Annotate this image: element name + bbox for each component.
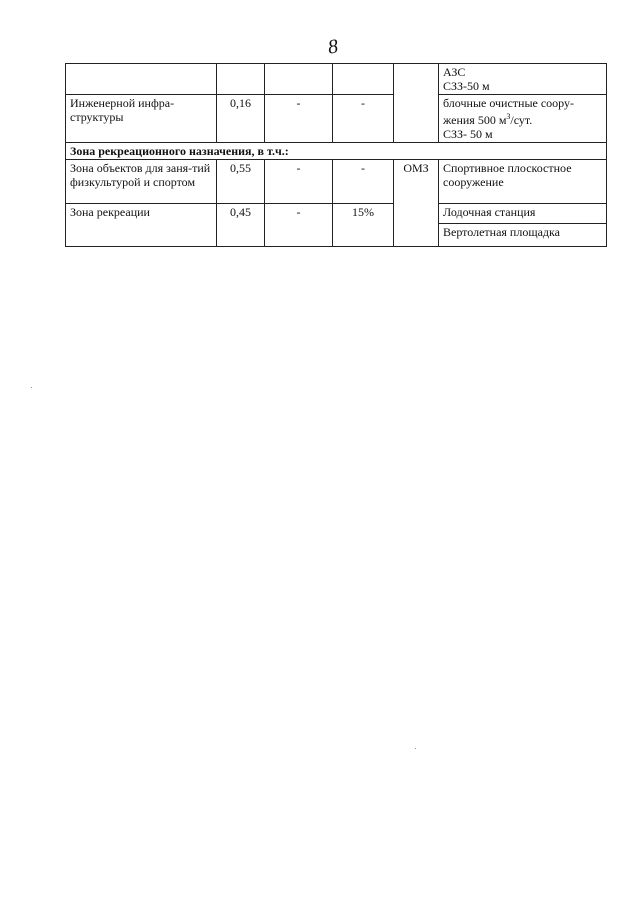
cell-notes: Спортивное плоскостное сооружение (439, 160, 607, 204)
table-row-top (66, 64, 607, 95)
page-number: 8 (326, 35, 340, 59)
note-line: СЗЗ-50 м (443, 79, 490, 93)
cell-col4 (333, 64, 394, 95)
cell-area: 0,16 (217, 95, 265, 143)
cell-col3: - (265, 160, 333, 204)
scan-speck (415, 748, 416, 749)
note-line: СЗЗ- 50 м (443, 127, 493, 141)
note-line: АЗС (443, 65, 466, 79)
cell-name: Зона рекреации (66, 204, 217, 247)
cell-name: Инженерной инфра-структуры (66, 95, 217, 143)
table-row-recreation (66, 204, 607, 224)
table-section-header (66, 143, 607, 160)
cell-notes: Вертолетная площадка (439, 224, 607, 247)
cell-col3: - (265, 204, 333, 247)
note-superscript: 3 (506, 112, 511, 121)
cell-col3 (265, 64, 333, 95)
cell-name: Зона объектов для заня-тий физкультурой и спортом (66, 160, 217, 204)
cell-zone: ОМЗ (394, 160, 439, 247)
cell-name (66, 64, 217, 95)
cell-notes (439, 95, 607, 143)
cell-notes: Лодочная станция (439, 204, 607, 224)
cell-col4: - (333, 160, 394, 204)
cell-zone (394, 64, 439, 143)
cell-col3: - (265, 95, 333, 143)
note-text: блочные очистные соору-жения 500 м (443, 96, 575, 127)
zones-table (65, 63, 607, 247)
cell-col4: 15% (333, 204, 394, 247)
note-text: /сут. (510, 113, 533, 127)
cell-notes (439, 64, 607, 95)
table-row-infra (66, 95, 607, 143)
scan-speck (31, 387, 32, 388)
cell-area (217, 64, 265, 95)
cell-area: 0,55 (217, 160, 265, 204)
section-header: Зона рекреационного назначения, в т.ч.: (66, 143, 607, 160)
table-row-sport (66, 160, 607, 204)
cell-col4: - (333, 95, 394, 143)
cell-area: 0,45 (217, 204, 265, 247)
